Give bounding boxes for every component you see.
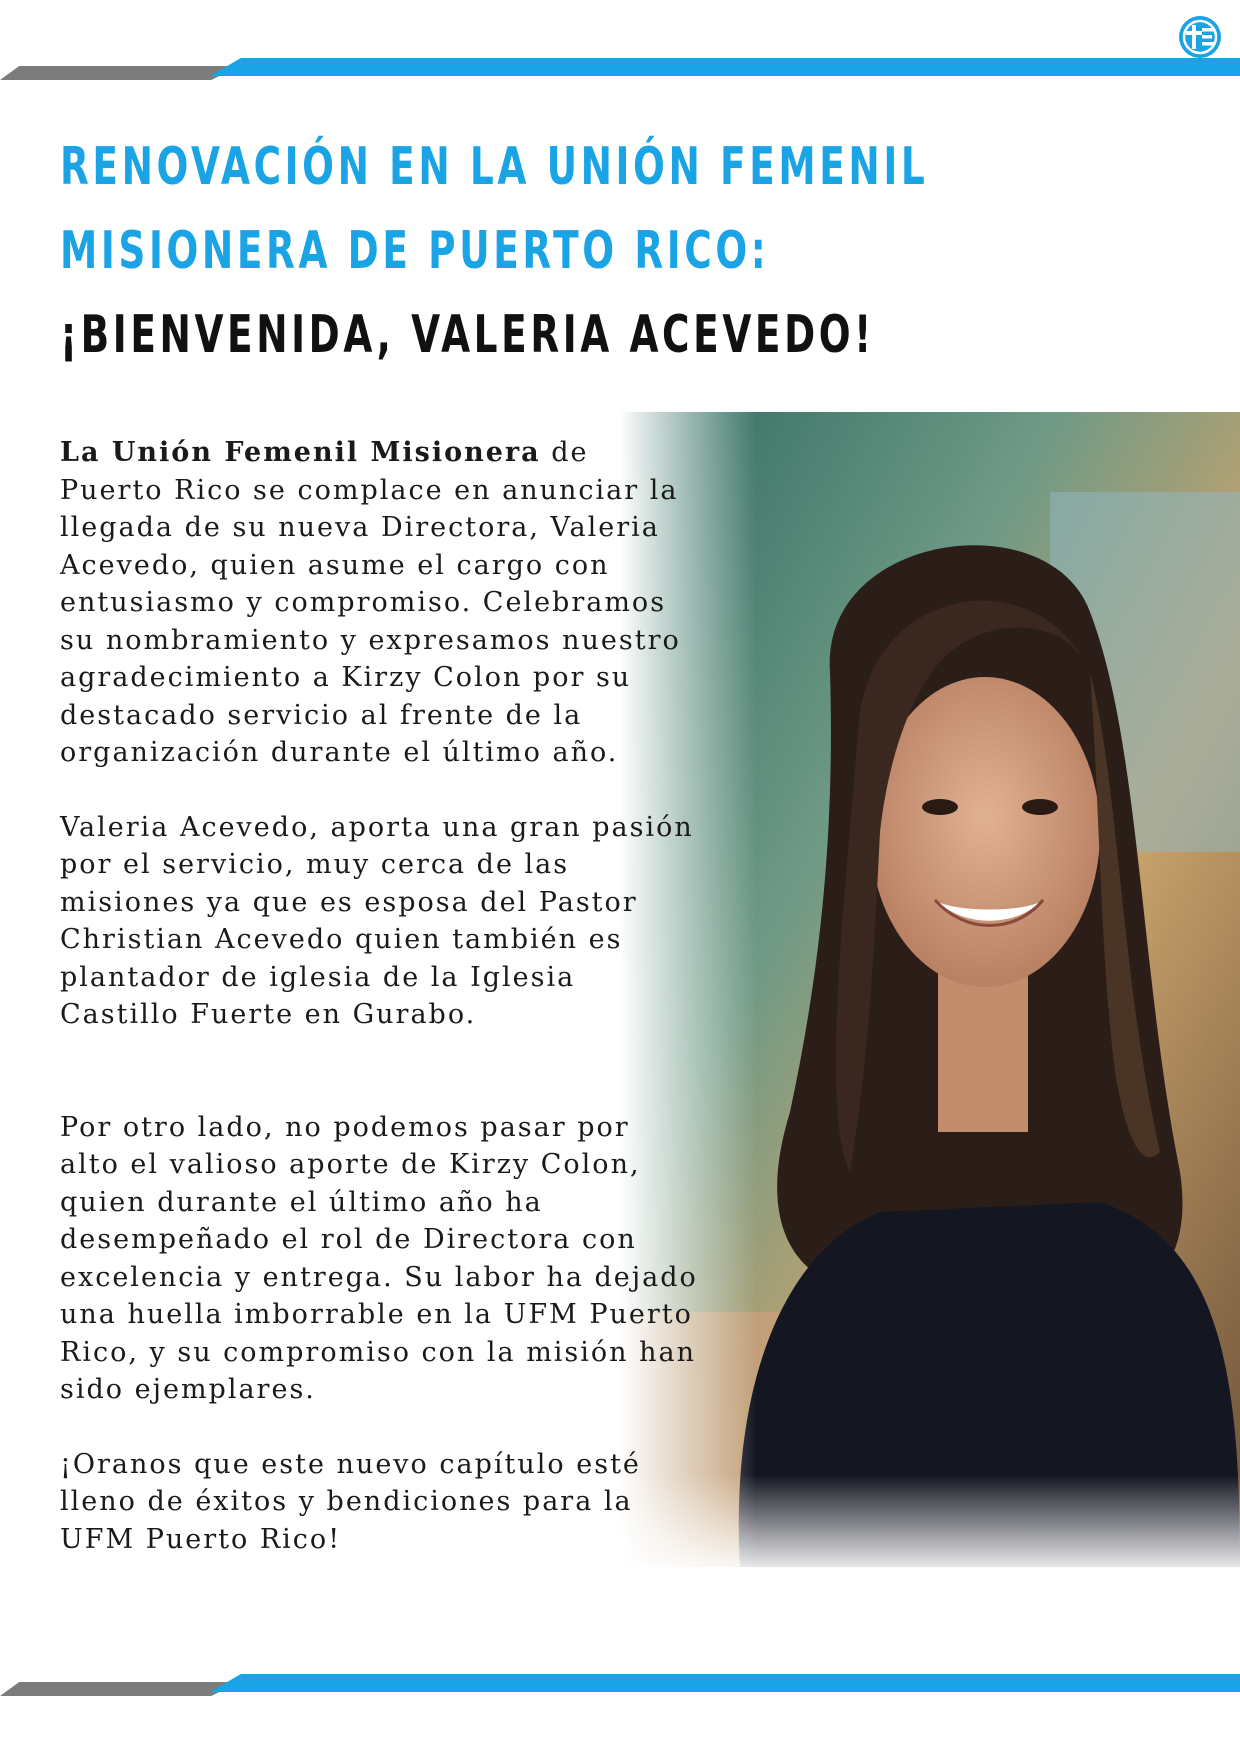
top-blue-stripe [210,58,1240,76]
article-body [60,434,700,1558]
top-grey-stripe [0,66,240,80]
paragraph-4: ¡Oranos que este nuevo capítulo esté lleno de éxitos y bendiciones para la UFM Puerto Rico! [60,1448,641,1555]
portrait-photo [620,412,1240,1567]
title-line-1: RENOVACIÓN EN LA UNIÓN FEMENIL [60,137,929,197]
cross-circle-logo-icon [1177,14,1223,60]
paragraph-3: Por otro lado, no podemos pasar por alto el valioso aporte de Kirzy Colon, quien durante el último año ha desempeñado el rol de Directora con excelencia y entrega. Su labor ha dejado una huella imborrable en la UFM Puerto Rico, y su compromiso con la misión han sido ejemplares. [60,1111,698,1405]
paragraph-1 [60,434,700,772]
bottom-grey-stripe [0,1682,240,1696]
paragraph-1-lead: La Unión Femenil Misionera [60,437,541,468]
title-line-3: ¡BIENVENIDA, VALERIA ACEVEDO! [60,305,875,365]
title-line-2: MISIONERA DE PUERTO RICO: [60,221,770,281]
paragraph-1-text: de Puerto Rico se complace en anunciar la llegada de su nueva Directora, Valeria Acevedo, quien asume el cargo con entusiasmo y compromiso. Celebramos su nombramiento y expresamos nuestro agradecimiento a Kirzy Colon por su destacado servicio al frente de la organización durante el último año. [60,437,681,768]
paragraph-2: Valeria Acevedo, aporta una gran pasión por el servicio, muy cerca de las misiones ya que es esposa del Pastor Christian Acevedo quien también es plantador de iglesia de la Iglesia Castillo Fuerte en Gurabo. [60,811,694,1030]
page-title [60,125,929,377]
bottom-blue-stripe [210,1674,1240,1692]
